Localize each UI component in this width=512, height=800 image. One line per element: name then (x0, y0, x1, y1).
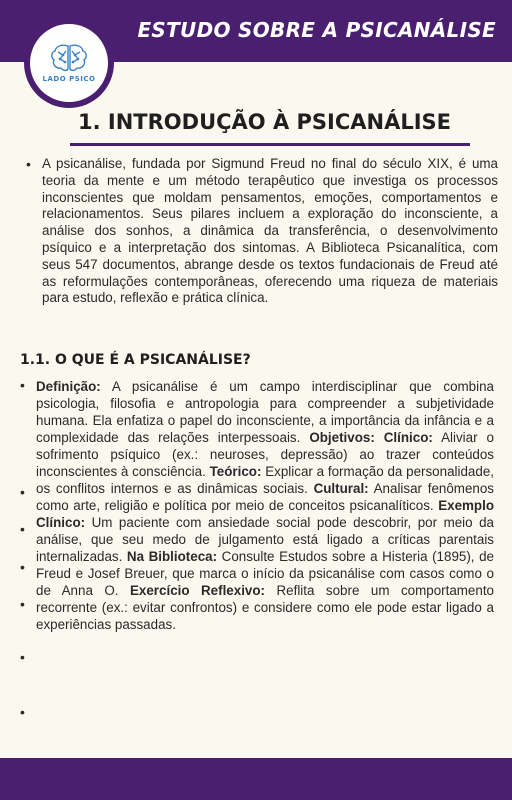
exercicio-text: Reflita sobre um comportamento recorrente (ex.: evitar confrontos) e considere como ele pode estar ligado a experiências passadas. (36, 583, 494, 632)
subsection-title: 1.1. O QUE É A PSICANÁLISE? (20, 352, 251, 368)
biblioteca-text: Consulte Estudos sobre a Histeria (1895), de Freud e Josef Breuer, que marca o início da psicanálise com casos como o de Anna O. (36, 549, 494, 598)
bullet-icon: • (20, 377, 25, 393)
cultural-text: Analisar fenômenos como arte, religião e política por meio de conceitos psicanalíticos. (36, 481, 494, 513)
teorico-label: Teórico: (209, 464, 262, 479)
logo-badge (30, 24, 108, 102)
clinico-text: Aliviar o sofrimento psíquico (ex.: neuroses, depressão) ao trazer conteúdos inconscientes à consciência. (36, 430, 494, 479)
header-title: ESTUDO SOBRE A PSICANÁLISE (137, 18, 496, 42)
intro-text: A psicanálise, fundada por Sigmund Freud no final do século XIX, é uma teoria da mente e um método terapêutico que investiga os processos inconscientes que moldam pensamentos, emoções, comportamentos e relacionamentos. Seus pilares incluem a exploração do inconsciente, a análise dos sonhos, a dinâmica da transferência, o desenvolvimento psíquico e a interpretação dos sintomas. A Biblioteca Psicanalítica, com seus 547 documentos, abrange desde os textos fundacionais de Freud até as reformulações contemporâneas, oferecendo uma riqueza de materiais para estudo, reflexão e prática clínica. (42, 156, 498, 306)
footer-bar (0, 758, 512, 800)
title-divider (70, 143, 470, 146)
clinico-label: Clínico: (383, 430, 433, 445)
teorico-text: Explicar a formação da personalidade, os conflitos internos e as dinâmicas sociais. (36, 464, 494, 496)
cultural-label: Cultural: (313, 481, 369, 496)
objetivos-label: Objetivos: (309, 430, 375, 445)
exemplo-text: Um paciente com ansiedade social pode descobrir, por meio da análise, que seu medo de julgamento está ligado a críticas parentais internalizadas. (36, 515, 494, 564)
bullet-icon: • (20, 484, 25, 500)
bullet-icon: • (20, 559, 25, 575)
bullet-icon: • (26, 156, 31, 172)
exemplo-label: Exemplo Clínico: (36, 498, 494, 530)
bullet-icon: • (20, 704, 25, 720)
biblioteca-label: Na Biblioteca: (126, 549, 218, 564)
intro-paragraph (26, 156, 498, 307)
logo (24, 18, 114, 108)
bullet-icon: • (20, 649, 25, 665)
exercicio-label: Exercício Reflexivo: (129, 583, 266, 598)
brain-icon (50, 43, 88, 73)
bullet-icon: • (20, 521, 25, 537)
definicao-label: Definição: (36, 379, 101, 394)
definition-block (36, 378, 494, 633)
logo-name: LADO PSICO (42, 75, 96, 83)
section-title: 1. INTRODUÇÃO À PSICANÁLISE (78, 110, 451, 134)
bullet-icon: • (20, 596, 25, 612)
definicao-text: A psicanálise é um campo interdisciplinar que combina psicologia, filosofia e antropologia para compreender a subjetividade humana. Ela enfatiza o papel do inconsciente, a importância da infância e a complexidade das relações interpessoais. (36, 379, 494, 445)
